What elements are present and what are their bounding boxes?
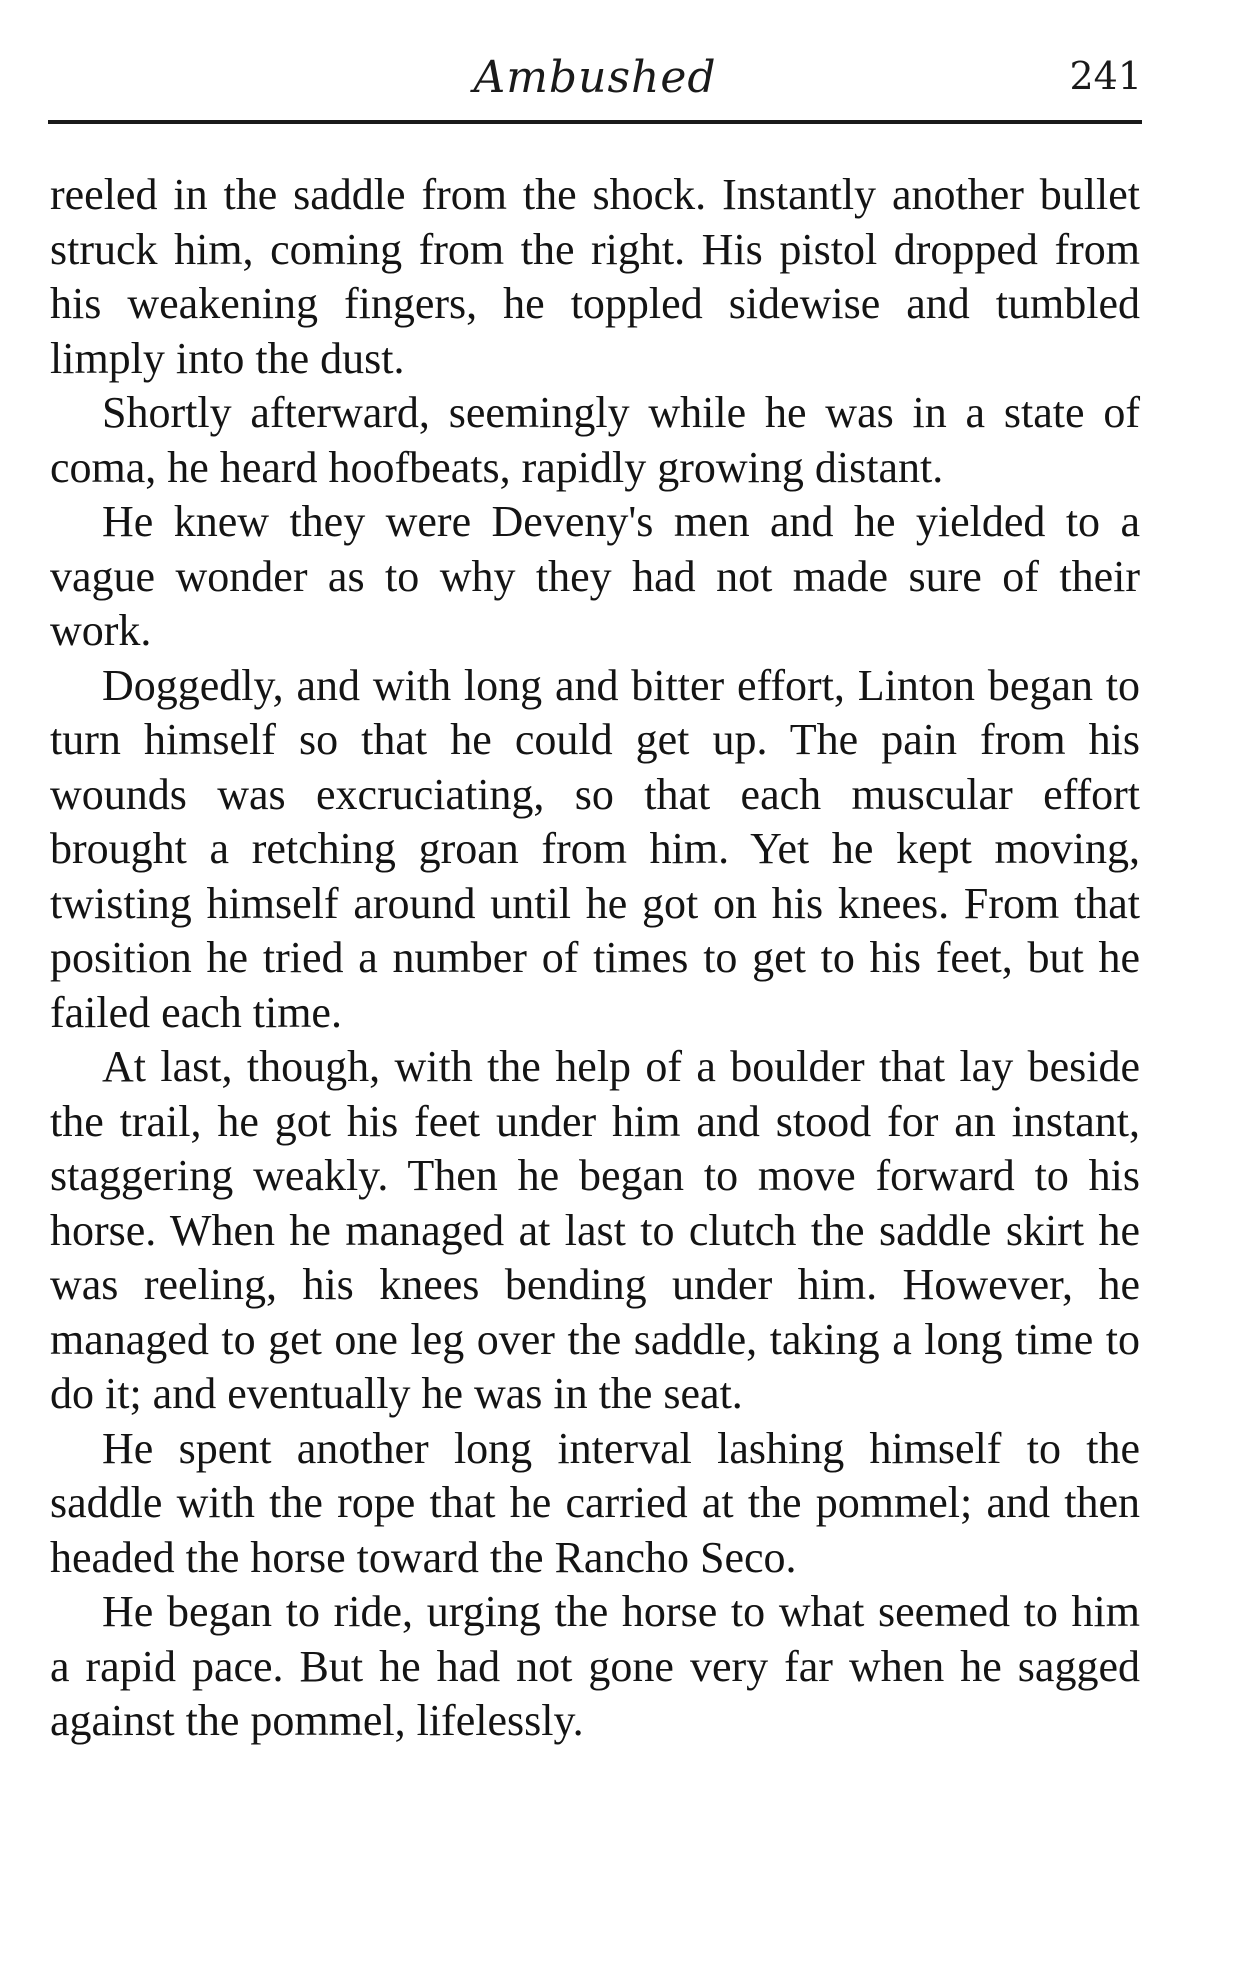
paragraph: reeled in the saddle from the shock. Instantly another bullet struck him, coming from the right. His pistol dropped from his weakening fingers, he toppled sidewise and tumbled limply into the dust.: [50, 170, 1140, 383]
paragraph: He began to ride, urging the horse to what seemed to him a rapid pace. But he had not gone very far when he sagged against the pommel, lifelessly.: [50, 1587, 1140, 1745]
paragraph: At last, though, with the help of a boulder that lay beside the trail, he got his feet under him and stood for an instant, staggering weakly. Then he began to move forward to his horse. When he managed at last to clutch the saddle skirt he was reeling, his knees bending under him. However, he managed to get one leg over the saddle, taking a long time to do it; and eventually he was in the seat.: [50, 1042, 1140, 1418]
page-header: [48, 52, 1142, 112]
running-title: Ambushed: [473, 52, 717, 103]
paragraph: He spent another long interval lashing himself to the saddle with the rope that he carried at the pommel; and then headed the horse toward the Rancho Seco.: [50, 1423, 1140, 1582]
page-number: 241: [1069, 54, 1142, 98]
body-text: [50, 168, 1140, 1749]
paragraph: Doggedly, and with long and bitter effort, Linton began to turn himself so that he could get up. The pain from his wounds was excruciating, so that each muscular effort brought a retching groan from him. Yet he kept moving, twisting himself around until he got on his knees. From that position he tried a number of times to get to his feet, but he failed each time.: [50, 660, 1140, 1037]
header-rule: [48, 120, 1142, 124]
paragraph: He knew they were Deveny's men and he yielded to a vague wonder as to why they had not made sure of their work.: [50, 497, 1140, 655]
paragraph: Shortly afterward, seemingly while he was in a state of coma, he heard hoofbeats, rapidly growing distant.: [50, 388, 1140, 492]
